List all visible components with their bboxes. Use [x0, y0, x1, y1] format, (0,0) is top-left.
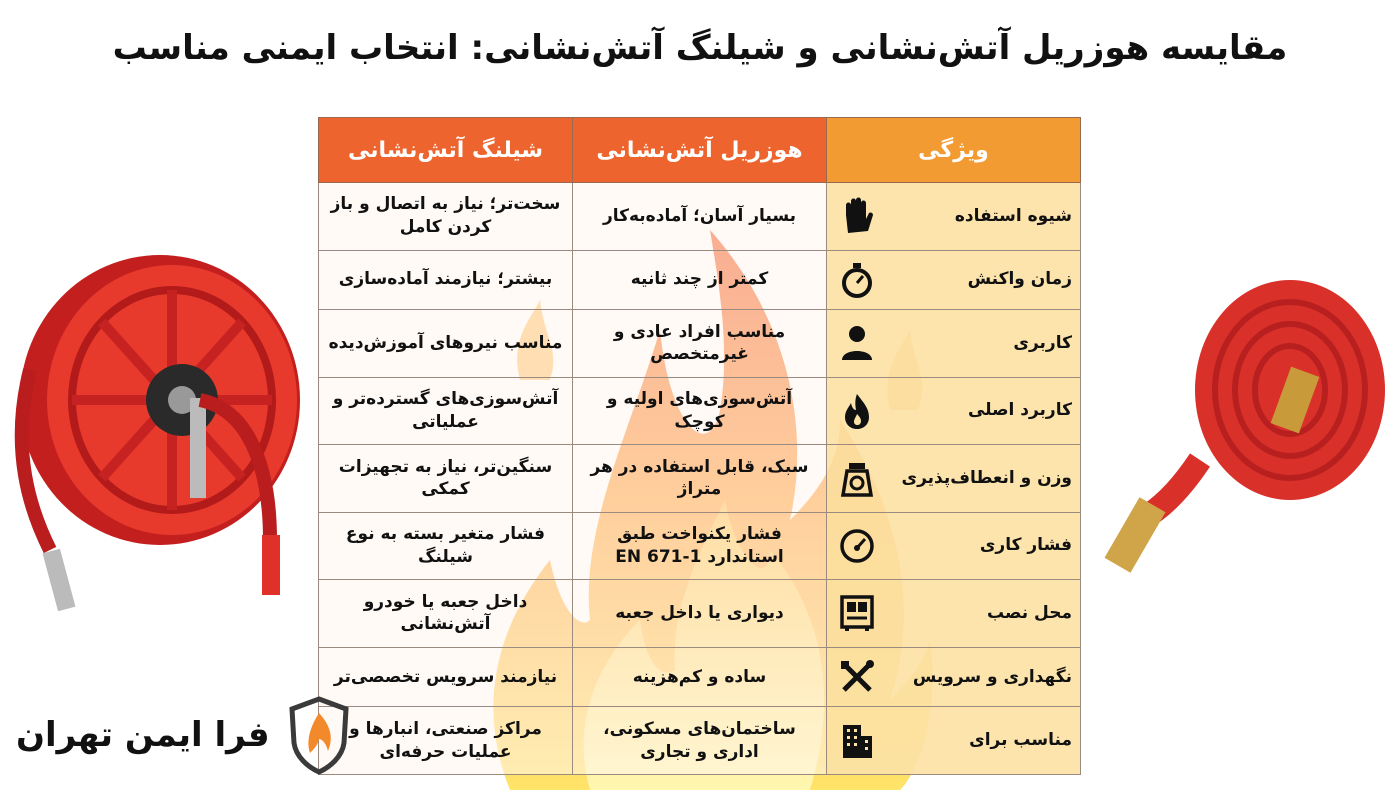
hose-cell: بیشتر؛ نیازمند آماده‌سازی [319, 250, 573, 310]
scale-icon [837, 458, 877, 498]
feature-label: نگهداری و سرویس [912, 666, 1072, 687]
hosereel-cell: مناسب افراد عادی و غیرمتخصص [573, 310, 827, 378]
hosereel-cell: آتش‌سوزی‌های اولیه و کوچک [573, 377, 827, 445]
comparison-table [318, 117, 1081, 775]
table-row [319, 377, 1081, 445]
feature-cell [827, 647, 1081, 707]
feature-label: کاربرد اصلی [967, 400, 1072, 421]
table-header-row [319, 118, 1081, 183]
feature-cell [827, 310, 1081, 378]
hand-icon [837, 196, 877, 236]
hosereel-cell: ساختمان‌های مسکونی، اداری و تجاری [573, 707, 827, 775]
hosereel-cell: سبک، قابل استفاده در هر متراژ [573, 445, 827, 513]
brand-name: فرا ایمن تهران [16, 715, 270, 755]
fire-hose-image [1100, 270, 1390, 590]
hose-cell: سنگین‌تر، نیاز به تجهیزات کمکی [319, 445, 573, 513]
header-hose: شیلنگ آتش‌نشانی [319, 118, 573, 183]
feature-label: مناسب برای [969, 730, 1072, 751]
feature-label: فشار کاری [979, 535, 1072, 556]
gauge-icon [837, 526, 877, 566]
feature-cell [827, 250, 1081, 310]
shield-flame-icon [288, 695, 350, 775]
table-row [319, 445, 1081, 513]
table-row [319, 183, 1081, 251]
hosereel-cell: کمتر از چند ثانیه [573, 250, 827, 310]
flame-icon [837, 391, 877, 431]
feature-label: وزن و انعطاف‌پذیری [901, 467, 1072, 488]
feature-cell [827, 377, 1081, 445]
feature-label: زمان واکنش [967, 269, 1072, 290]
hose-cell: نیازمند سرویس تخصصی‌تر [319, 647, 573, 707]
brand-logo [16, 695, 350, 775]
tools-icon [837, 657, 877, 697]
feature-cell [827, 512, 1081, 580]
table-row [319, 647, 1081, 707]
building-icon [837, 721, 877, 761]
hosereel-cell: ساده و کم‌هزینه [573, 647, 827, 707]
hose-cell: مناسب نیروهای آموزش‌دیده [319, 310, 573, 378]
user-icon [837, 323, 877, 363]
hose-cell: فشار متغیر بسته به نوع شیلنگ [319, 512, 573, 580]
cabinet-icon [837, 593, 877, 633]
feature-label: محل نصب [987, 602, 1072, 623]
page-title: مقایسه هوزریل آتش‌نشانی و شیلنگ آتش‌نشانی: انتخاب ایمنی مناسب [112, 28, 1288, 68]
hose-reel-image [10, 250, 310, 630]
header-feature: ویژگی [827, 118, 1081, 183]
feature-label: کاربری [1013, 332, 1072, 353]
hose-cell: داخل جعبه یا خودرو آتش‌نشانی [319, 580, 573, 648]
feature-cell [827, 183, 1081, 251]
table-row [319, 310, 1081, 378]
feature-cell [827, 445, 1081, 513]
table-row [319, 250, 1081, 310]
hose-cell: آتش‌سوزی‌های گسترده‌تر و عملیاتی [319, 377, 573, 445]
hosereel-cell: بسیار آسان؛ آماده‌به‌کار [573, 183, 827, 251]
table-row [319, 580, 1081, 648]
feature-label: شیوه استفاده [954, 205, 1072, 226]
table-row [319, 707, 1081, 775]
feature-cell [827, 580, 1081, 648]
stopwatch-icon [837, 260, 877, 300]
table-row [319, 512, 1081, 580]
header-hosereel: هوزریل آتش‌نشانی [573, 118, 827, 183]
hose-cell: مراکز صنعتی، انبارها و عملیات حرفه‌ای [319, 707, 573, 775]
hosereel-cell: فشار یکنواخت طبق استاندارد EN 671-1 [573, 512, 827, 580]
feature-cell [827, 707, 1081, 775]
hosereel-cell: دیواری یا داخل جعبه [573, 580, 827, 648]
hose-cell: سخت‌تر؛ نیاز به اتصال و باز کردن کامل [319, 183, 573, 251]
